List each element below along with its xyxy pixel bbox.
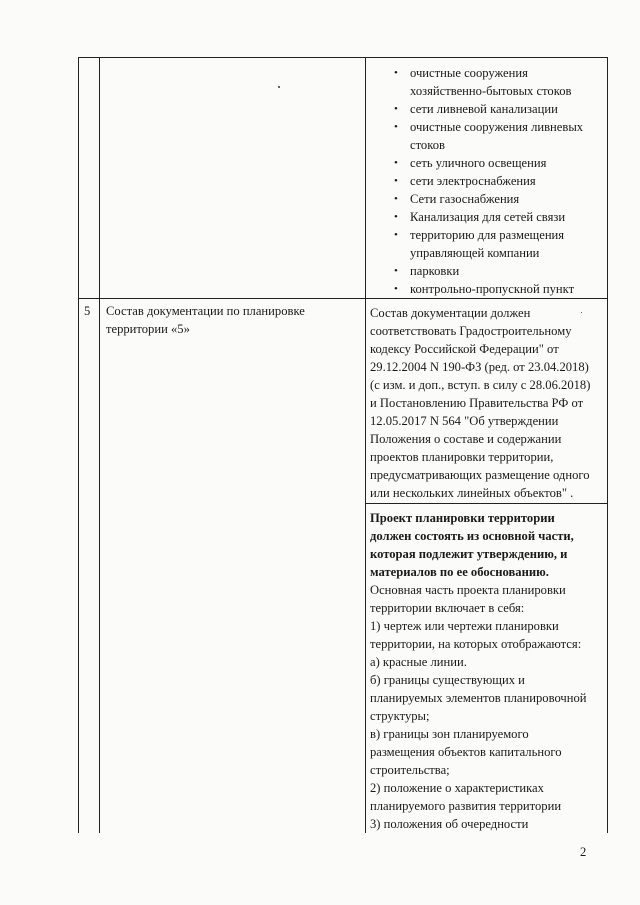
text-line: 3) положения об очередности: [370, 817, 529, 831]
bullet-text-line: контрольно-пропускной пункт: [410, 282, 575, 296]
text-line: или нескольких линейных объектов" .: [370, 486, 574, 500]
table-border-top: [78, 57, 608, 58]
scan-speck: [278, 86, 280, 88]
text-line: территории, на которых отображаются:: [370, 637, 582, 651]
bold-text-line: которая подлежит утверждению, и: [370, 547, 568, 561]
bullet-glyph: •: [394, 211, 398, 223]
row-content-requirements: [370, 304, 605, 502]
text-line: планируемого развития территории: [370, 799, 562, 813]
text-line: 29.12.2004 N 190-ФЗ (ред. от 23.04.2018): [370, 360, 589, 374]
bullet-text-line: хозяйственно-бытовых стоков: [410, 84, 572, 98]
table-divider-1: [99, 57, 100, 833]
text-line: и Постановлению Правительства РФ от: [370, 396, 584, 410]
bullet-text-line: очистные сооружения: [410, 66, 528, 80]
bullet-glyph: •: [394, 265, 398, 277]
text-line: б) границы существующих и: [370, 673, 525, 687]
text-line: 2) положение о характеристиках: [370, 781, 544, 795]
bullet-item: [385, 208, 583, 226]
text-line: соответствовать Градостроительному: [370, 324, 572, 338]
bullet-item: [385, 280, 583, 298]
table-row-separator: [78, 298, 608, 299]
bold-text-line: Проект планировки территории: [370, 511, 555, 525]
bullet-item: [385, 226, 583, 262]
text-line: планируемых элементов планировочной: [370, 691, 587, 705]
bullet-text-line: сети ливневой канализации: [410, 102, 558, 116]
row-title-line: Состав документации по планировке: [106, 304, 305, 318]
text-line: а) красные линии.: [370, 655, 467, 669]
bullet-glyph: •: [394, 121, 398, 133]
table-border-left: [78, 57, 79, 833]
bullet-glyph: •: [394, 157, 398, 169]
bullet-text-line: сети электроснабжения: [410, 174, 536, 188]
bullet-text-line: очистные сооружения ливневых: [410, 120, 584, 134]
bullet-text-line: парковки: [410, 264, 460, 278]
bullet-text-line: территорию для размещения: [410, 228, 565, 242]
scan-speck: [581, 312, 582, 313]
bold-text-line: материалов по ее обоснованию.: [370, 565, 549, 579]
bullet-text-line: сеть уличного освещения: [410, 156, 547, 170]
bullet-item: [385, 154, 583, 172]
bullet-item: [385, 190, 583, 208]
text-line: 12.05.2017 N 564 "Об утверждении: [370, 414, 559, 428]
text-line: размещения объектов капитального: [370, 745, 562, 759]
row-title-line: территории «5»: [106, 322, 190, 336]
text-line: структуры;: [370, 709, 430, 723]
text-line: проектов планировки территории,: [370, 450, 554, 464]
bullet-glyph: •: [394, 283, 398, 295]
table-subcell-separator: [365, 503, 608, 504]
bullet-glyph: •: [394, 175, 398, 187]
table-border-right: [607, 57, 608, 833]
bullet-glyph: •: [394, 229, 398, 241]
text-line: (с изм. и доп., вступ. в силу с 28.06.2018): [370, 378, 591, 392]
text-line: Основная часть проекта планировки: [370, 583, 566, 597]
text-line: предусматривающих размещение одного: [370, 468, 590, 482]
bullet-item: [385, 64, 583, 100]
infrastructure-bullet-list: [385, 64, 583, 298]
text-line: Состав документации должен: [370, 306, 531, 320]
row-content-project-composition: [370, 509, 605, 833]
text-line: кодексу Российской Федерации" от: [370, 342, 559, 356]
bullet-item: [385, 118, 583, 154]
table-divider-2: [365, 57, 366, 833]
bullet-text-line: управляющей компании: [410, 246, 540, 260]
bullet-text-line: стоков: [410, 138, 445, 152]
bold-text-line: должен состоять из основной части,: [370, 529, 574, 543]
row-number: 5: [84, 304, 91, 318]
text-line: Положения о составе и содержании: [370, 432, 562, 446]
bullet-text-line: Сети газоснабжения: [410, 192, 520, 206]
text-line: территории включает в себя:: [370, 601, 525, 615]
row-title: [106, 302, 305, 338]
page-number: 2: [580, 845, 587, 859]
bullet-text-line: Канализация для сетей связи: [410, 210, 566, 224]
text-line: строительства;: [370, 763, 450, 777]
bullet-glyph: •: [394, 193, 398, 205]
bullet-glyph: •: [394, 67, 398, 79]
bullet-item: [385, 100, 583, 118]
bullet-item: [385, 172, 583, 190]
text-line: 1) чертеж или чертежи планировки: [370, 619, 559, 633]
bullet-glyph: •: [394, 103, 398, 115]
bullet-item: [385, 262, 583, 280]
text-line: в) границы зон планируемого: [370, 727, 529, 741]
